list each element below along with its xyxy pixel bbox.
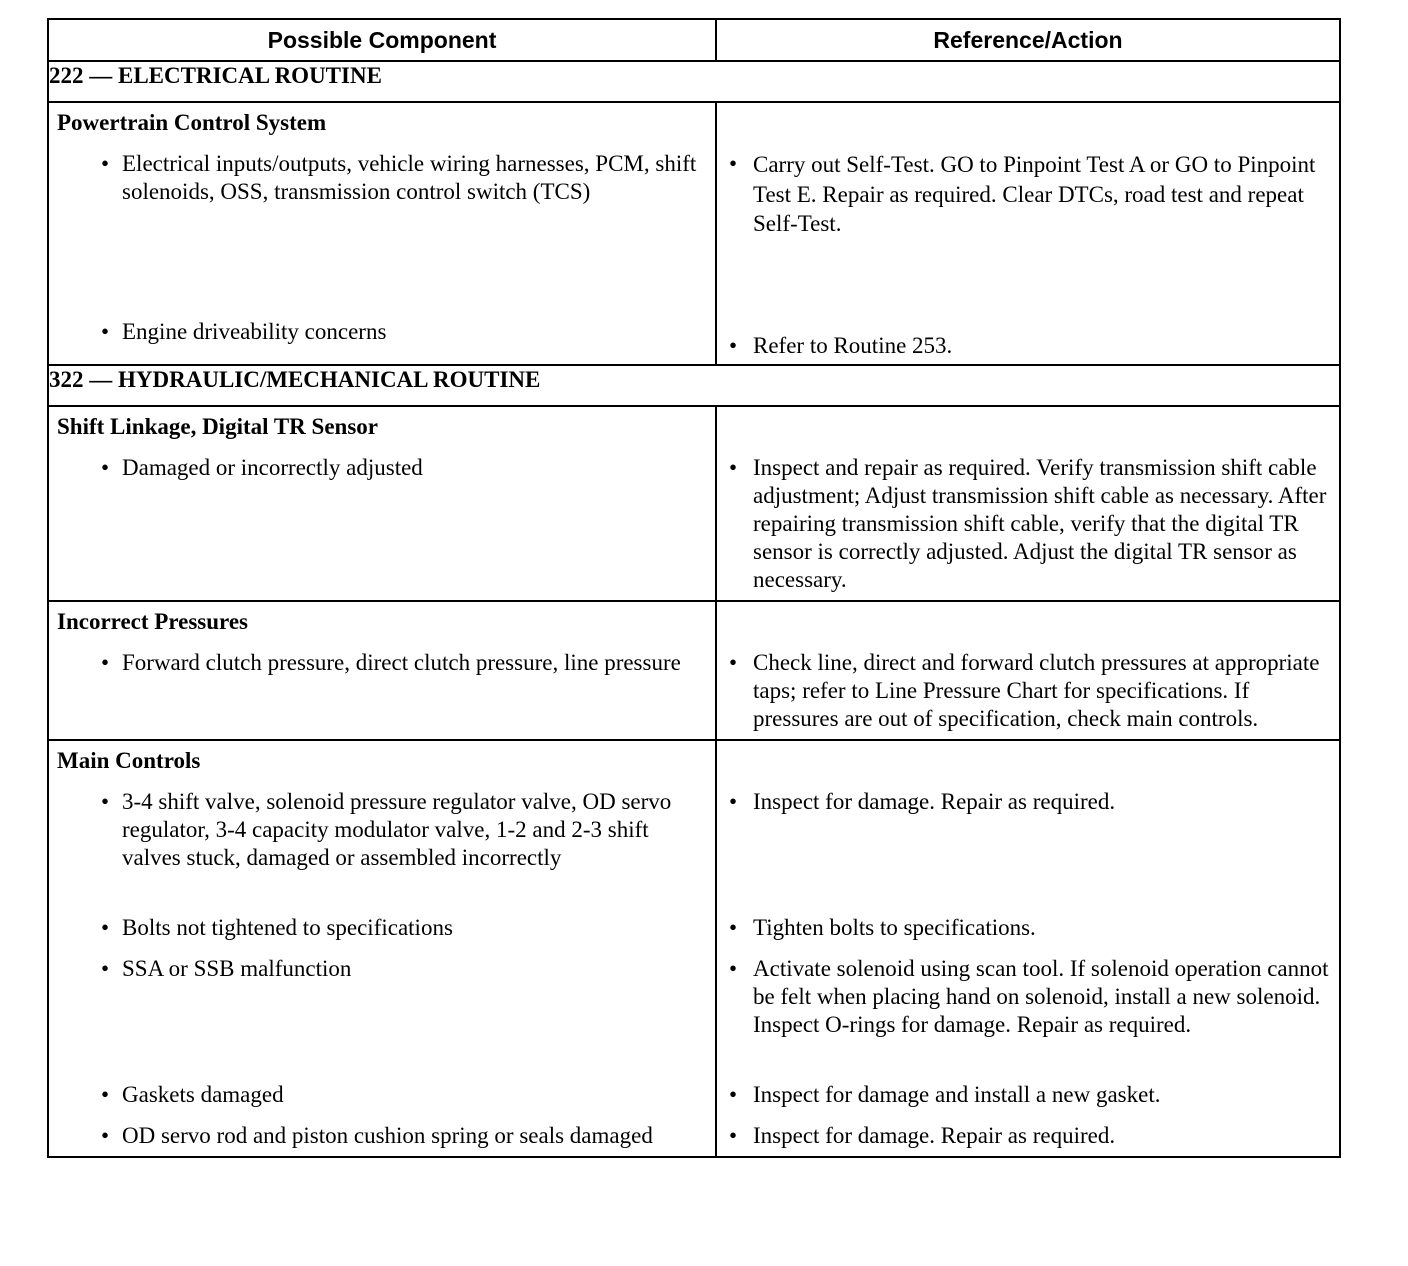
bullet-icon: • bbox=[101, 1082, 110, 1107]
bullet-icon: • bbox=[101, 956, 110, 981]
diagnosis-table bbox=[47, 18, 1341, 1158]
component-item bbox=[49, 454, 715, 482]
action-item bbox=[717, 1081, 1339, 1122]
routine-row bbox=[48, 365, 1340, 406]
component-text: 3-4 shift valve, solenoid pressure regulator valve, OD servo regulator, 3-4 capacity modulator valve, 1-2 and 2-3 shift valves stuck, damaged or assembled incorrectly bbox=[122, 789, 672, 870]
action-text: Inspect for damage and install a new gasket. bbox=[753, 1082, 1161, 1107]
group-row bbox=[48, 102, 1340, 365]
bullet-icon: • bbox=[729, 956, 738, 981]
group-title: Powertrain Control System bbox=[57, 110, 327, 135]
routine-title: 222 — ELECTRICAL ROUTINE bbox=[48, 61, 1340, 102]
component-text: Electrical inputs/outputs, vehicle wiring harnesses, PCM, shift solenoids, OSS, transmission control switch (TCS) bbox=[122, 151, 697, 204]
action-item bbox=[717, 332, 1339, 364]
bullet-icon: • bbox=[729, 151, 738, 176]
bullet-icon: • bbox=[101, 650, 110, 675]
action-text: Inspect for damage. Repair as required. bbox=[753, 1123, 1116, 1148]
component-text: OD servo rod and piston cushion spring or seals damaged bbox=[122, 1123, 653, 1148]
component-item bbox=[49, 1122, 715, 1156]
component-text: Forward clutch pressure, direct clutch pressure, line pressure bbox=[122, 650, 681, 675]
group-row bbox=[48, 740, 1340, 1157]
action-item bbox=[717, 150, 1339, 332]
component-item bbox=[49, 318, 715, 350]
bullet-icon: • bbox=[101, 915, 110, 940]
action-item bbox=[717, 1122, 1339, 1150]
action-item bbox=[717, 955, 1339, 1081]
bullet-icon: • bbox=[729, 1123, 738, 1148]
action-text: Inspect and repair as required. Verify transmission shift cable adjustment; Adjust transmission shift cable as necessary. After repairing transmission shift cable, verify that the digital TR sensor is correctly adjusted. Adjust the digital TR sensor as necessary. bbox=[753, 455, 1327, 592]
component-item bbox=[49, 914, 715, 955]
action-text: Check line, direct and forward clutch pressures at appropriate taps; refer to Line Pressure Chart for specifications. If pressures are out of specification, check main controls. bbox=[753, 650, 1320, 731]
action-cell bbox=[716, 406, 1340, 601]
component-text: SSA or SSB malfunction bbox=[122, 956, 352, 981]
bullet-icon: • bbox=[729, 650, 738, 675]
component-cell bbox=[48, 740, 716, 1157]
component-text: Gaskets damaged bbox=[122, 1082, 284, 1107]
component-cell bbox=[48, 406, 716, 601]
bullet-icon: • bbox=[101, 151, 110, 176]
component-item bbox=[49, 150, 715, 318]
routine-title: 322 — HYDRAULIC/MECHANICAL ROUTINE bbox=[48, 365, 1340, 406]
action-item bbox=[717, 649, 1339, 739]
component-item bbox=[49, 649, 715, 677]
component-text: Engine driveability concerns bbox=[122, 319, 387, 344]
bullet-icon: • bbox=[101, 789, 110, 814]
component-item bbox=[49, 1081, 715, 1122]
header-possible-component: Possible Component bbox=[48, 19, 716, 61]
action-text: Refer to Routine 253. bbox=[753, 333, 953, 358]
bullet-icon: • bbox=[729, 333, 738, 358]
component-item bbox=[49, 788, 715, 914]
action-text: Activate solenoid using scan tool. If solenoid operation cannot be felt when placing hand on solenoid, install a new solenoid. Inspect O-rings for damage. Repair as required. bbox=[753, 956, 1329, 1037]
header-reference-action: Reference/Action bbox=[716, 19, 1340, 61]
component-text: Bolts not tightened to specifications bbox=[122, 915, 453, 940]
bullet-icon: • bbox=[729, 789, 738, 814]
component-item bbox=[49, 955, 715, 1081]
component-cell bbox=[48, 601, 716, 740]
action-item bbox=[717, 454, 1339, 600]
action-cell bbox=[716, 601, 1340, 740]
action-text: Inspect for damage. Repair as required. bbox=[753, 789, 1116, 814]
component-text: Damaged or incorrectly adjusted bbox=[122, 455, 423, 480]
action-text: Tighten bolts to specifications. bbox=[753, 915, 1036, 940]
routine-row bbox=[48, 61, 1340, 102]
component-cell bbox=[48, 102, 716, 365]
group-title: Shift Linkage, Digital TR Sensor bbox=[57, 414, 378, 439]
bullet-icon: • bbox=[101, 1123, 110, 1148]
action-text: Carry out Self-Test. GO to Pinpoint Test A or GO to Pinpoint Test E. Repair as required. Clear DTCs, road test and repeat Self-Test. bbox=[753, 152, 1316, 236]
action-cell bbox=[716, 740, 1340, 1157]
bullet-icon: • bbox=[729, 1082, 738, 1107]
bullet-icon: • bbox=[101, 319, 110, 344]
action-item bbox=[717, 914, 1339, 955]
bullet-icon: • bbox=[729, 915, 738, 940]
group-row bbox=[48, 406, 1340, 601]
action-cell bbox=[716, 102, 1340, 365]
group-title: Main Controls bbox=[57, 748, 201, 773]
bullet-icon: • bbox=[729, 455, 738, 480]
group-title: Incorrect Pressures bbox=[57, 609, 248, 634]
action-item bbox=[717, 788, 1339, 914]
header-row bbox=[48, 19, 1340, 61]
group-row bbox=[48, 601, 1340, 740]
bullet-icon: • bbox=[101, 455, 110, 480]
